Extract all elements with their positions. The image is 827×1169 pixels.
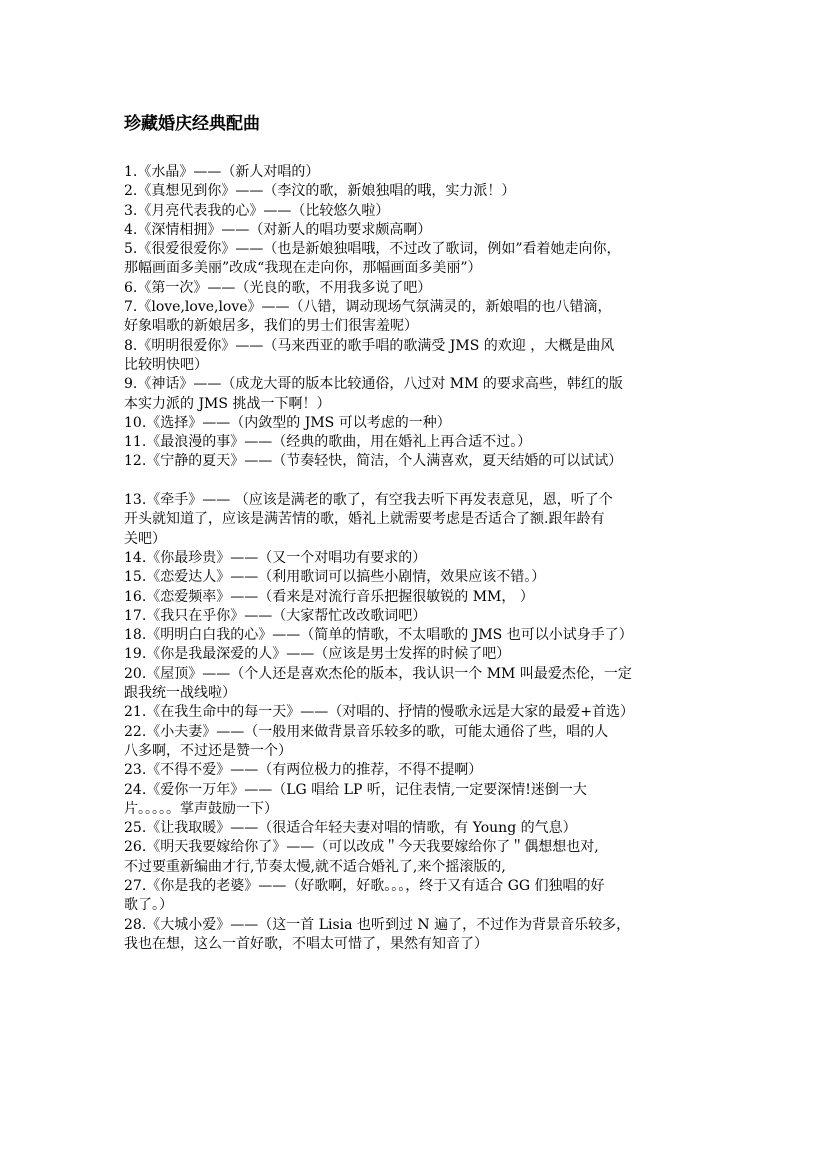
list-item-line: 好象唱歌的新娘居多，我们的男士们很害羞呢） [124, 318, 418, 335]
list-item-line: 比较明快吧） [124, 356, 208, 373]
list-item [124, 414, 704, 433]
list-item [124, 240, 704, 279]
list-item-line: 那幅画面多美丽”改成“我现在走向你，那幅画面多美丽”） [124, 260, 482, 277]
list-item [124, 916, 704, 955]
list-item-line: 15.《恋爱达人》——（利用歌词可以搞些小剧情，效果应该不错。） [124, 569, 546, 586]
list-item [124, 723, 704, 762]
list-item-line: 22.《小夫妻》——（一般用来做背景音乐较多的歌，可能太通俗了些，唱的人 [124, 723, 609, 740]
list-item-line: 26.《明天我要嫁给你了》——（可以改成＂今天我要嫁给你了＂偶想想也对, [124, 839, 599, 856]
list-item [124, 781, 704, 820]
list-item [124, 549, 704, 568]
paragraph-gap [124, 472, 704, 491]
list-item [124, 375, 704, 414]
list-item [124, 568, 704, 587]
list-item-line: 4.《深情相拥》——（对新人的唱功要求颇高啊） [124, 221, 432, 238]
list-item-line: 17.《我只在乎你》——（大家帮忙改改歌词吧） [124, 607, 427, 624]
list-item-line: 19.《你是我最深爱的人》——（应该是男士发挥的时候了吧） [124, 646, 511, 663]
list-item [124, 877, 704, 916]
list-item-line: 8.《明明很爱你》——（马来西亚的歌手唱的歌满受 JMS 的欢迎 ，大概是曲风 [124, 337, 615, 354]
list-item [124, 182, 704, 201]
list-item [124, 221, 704, 240]
list-item [124, 645, 704, 664]
list-item [124, 626, 704, 645]
list-item-line: 7.《love,love,love》——（八错，调动现场气氛满灵的，新娘唱的也八错滴， [124, 299, 612, 316]
list-item-line: 片。。。。。掌声鼓励一下） [124, 800, 278, 817]
list-item-line: 1.《水晶》——（新人对唱的） [124, 164, 320, 180]
list-item [124, 665, 704, 704]
list-item-line: 我也在想，这么一首好歌，不唱太可惜了，果然有知音了） [124, 935, 488, 952]
list-item-line: 12.《宁静的夏天》——（节奏轻快，简洁，个人满喜欢，夏天结婚的可以试试） [124, 453, 623, 470]
list-item [124, 202, 704, 221]
song-list [124, 163, 704, 954]
list-item [124, 703, 704, 722]
list-item-line: 3.《月亮代表我的心》——（比较悠久啦） [124, 202, 390, 219]
list-item-line: 16.《恋爱频率》——（看来是对流行音乐把握很敏锐的 MM， ） [124, 588, 534, 605]
list-item [124, 279, 704, 298]
list-item-line: 9.《神话》——（成龙大哥的版本比较通俗，八过对 MM 的要求高些，韩红的版 [124, 376, 623, 393]
list-item-line: 八多啊，不过还是赞一个） [124, 742, 292, 759]
page-title: 珍藏婚庆经典配曲 [124, 114, 260, 134]
list-item-line: 21.《在我生命中的每一天》——（对唱的、抒情的慢歌永远是大家的最爱+首选） [124, 704, 634, 721]
list-item-line: 27.《你是我的老婆》——（好歌啊，好歌。。。，终于又有适合 GG 们独唱的好 [124, 877, 605, 894]
list-item [124, 607, 704, 626]
list-item [124, 337, 704, 376]
list-item-line: 13.《牵手》—— （应该是满老的歌了，有空我去听下再发表意见，恩，听了个 [124, 492, 613, 509]
list-item [124, 819, 704, 838]
list-item [124, 588, 704, 607]
list-item [124, 838, 704, 877]
list-item-line: 6.《第一次》——（光良的歌，不用我多说了吧） [124, 279, 432, 296]
list-item-line: 24.《爱你一万年》——（LG 唱给 LP 听，记住表情,一定要深情!迷倒一大 [124, 781, 587, 798]
list-item [124, 452, 704, 471]
list-item-line: 本实力派的 JMS 挑战一下啊！） [124, 395, 331, 412]
list-item-line: 20.《屋顶》——（个人还是喜欢杰伦的版本，我认识一个 MM 叫最爱杰伦，一定 [124, 665, 632, 682]
list-item [124, 433, 704, 452]
list-item-line: 23.《不得不爱》——（有两位极力的推荐，不得不提啊） [124, 762, 483, 779]
list-item [124, 163, 704, 182]
list-item-line: 25.《让我取暖》——（很适合年轻夫妻对唱的情歌，有 Young 的气息） [124, 820, 577, 837]
list-item-line: 歌了。） [124, 897, 173, 914]
list-item-line: 不过要重新编曲才行,节奏太慢,就不适合婚礼了,来个摇滚版的, [124, 858, 506, 875]
list-item-line: 5.《很爱很爱你》——（也是新娘独唱哦，不过改了歌词，例如”看着她走向你， [124, 241, 621, 258]
list-item-line: 10.《选择》——（内敛型的 JMS 可以考虑的一种） [124, 414, 451, 431]
list-item-line: 2.《真想见到你》——（李汶的歌，新娘独唱的哦，实力派！） [124, 183, 516, 200]
list-item-line: 28.《大城小爱》——（这一首 Lisia 也听到过 N 遍了，不过作为背景音乐较多， [124, 916, 631, 933]
list-item-line: 跟我统一战线啦） [124, 685, 236, 702]
list-item-line: 关吧） [124, 530, 166, 547]
list-item-line: 11.《最浪漫的事》——（经典的歌曲，用在婚礼上再合适不过。） [124, 434, 532, 451]
list-item-line: 18.《明明白白我的心》——（简单的情歌，不太唱歌的 JMS 也可以小试身手了） [124, 627, 633, 644]
list-item [124, 298, 704, 337]
list-item [124, 761, 704, 780]
list-item-line: 开头就知道了，应该是满苦情的歌，婚礼上就需要考虑是否适合了额.跟年龄有 [124, 511, 605, 528]
list-item-line: 14.《你最珍贵》——（又一个对唱功有要求的） [124, 549, 427, 566]
list-item [124, 491, 704, 549]
